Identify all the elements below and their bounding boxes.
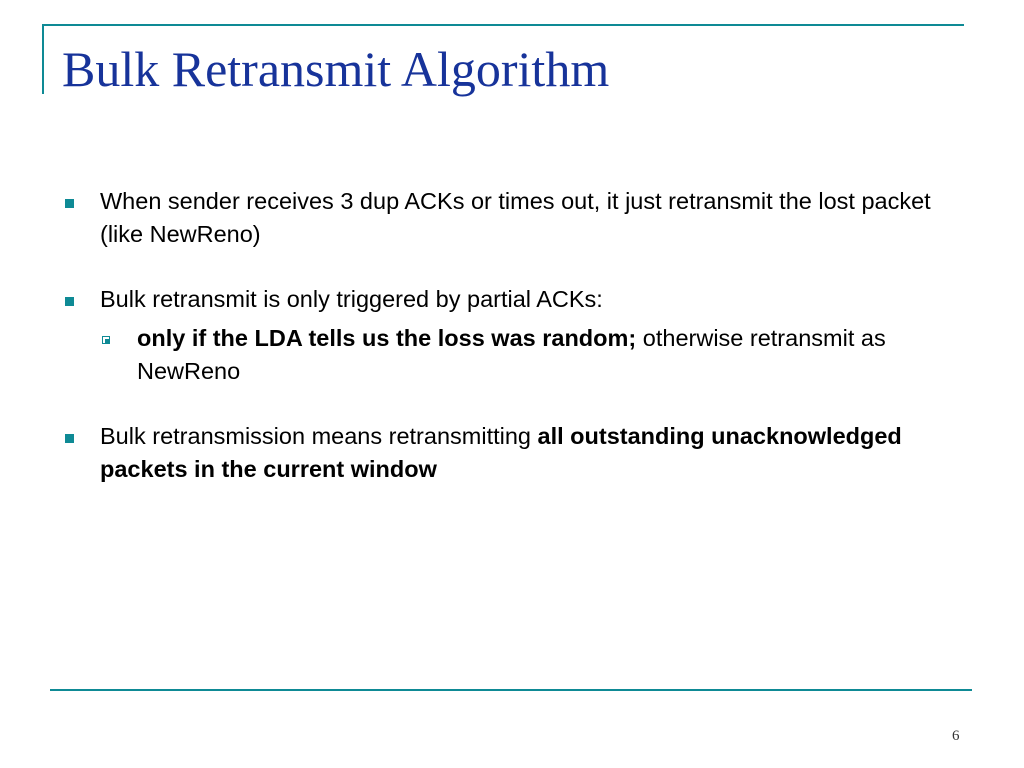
sub-bullet-bold-text: only if the LDA tells us the loss was random; [137, 325, 637, 351]
sub-bullet-item-1 [100, 322, 940, 388]
bullet-item-3 [60, 420, 940, 486]
page-number: 6 [952, 728, 960, 744]
bullet-list [60, 185, 940, 486]
sub-bullet-list [100, 322, 940, 388]
bullet-bold-text-3: all outstanding unacknowledged packets in the current window [100, 423, 902, 482]
square-bullet-icon [65, 199, 74, 208]
bullet-text-2: Bulk retransmit is only triggered by partial ACKs: [100, 286, 603, 312]
hollow-square-bullet-icon [102, 336, 110, 344]
bullet-text-3: Bulk retransmission means retransmitting [100, 423, 538, 449]
bottom-rule [50, 689, 972, 691]
bullet-text-1: When sender receives 3 dup ACKs or times out, it just retransmit the lost packet (like NewReno) [100, 188, 931, 247]
square-bullet-icon [65, 297, 74, 306]
slide-title: Bulk Retransmit Algorithm [62, 41, 610, 97]
sub-bullet-text: otherwise retransmit as NewReno [137, 325, 886, 384]
top-rule [42, 24, 964, 26]
bullet-item-2 [60, 283, 940, 388]
bullet-item-1 [60, 185, 940, 251]
left-rule [42, 24, 44, 94]
square-bullet-icon [65, 434, 74, 443]
